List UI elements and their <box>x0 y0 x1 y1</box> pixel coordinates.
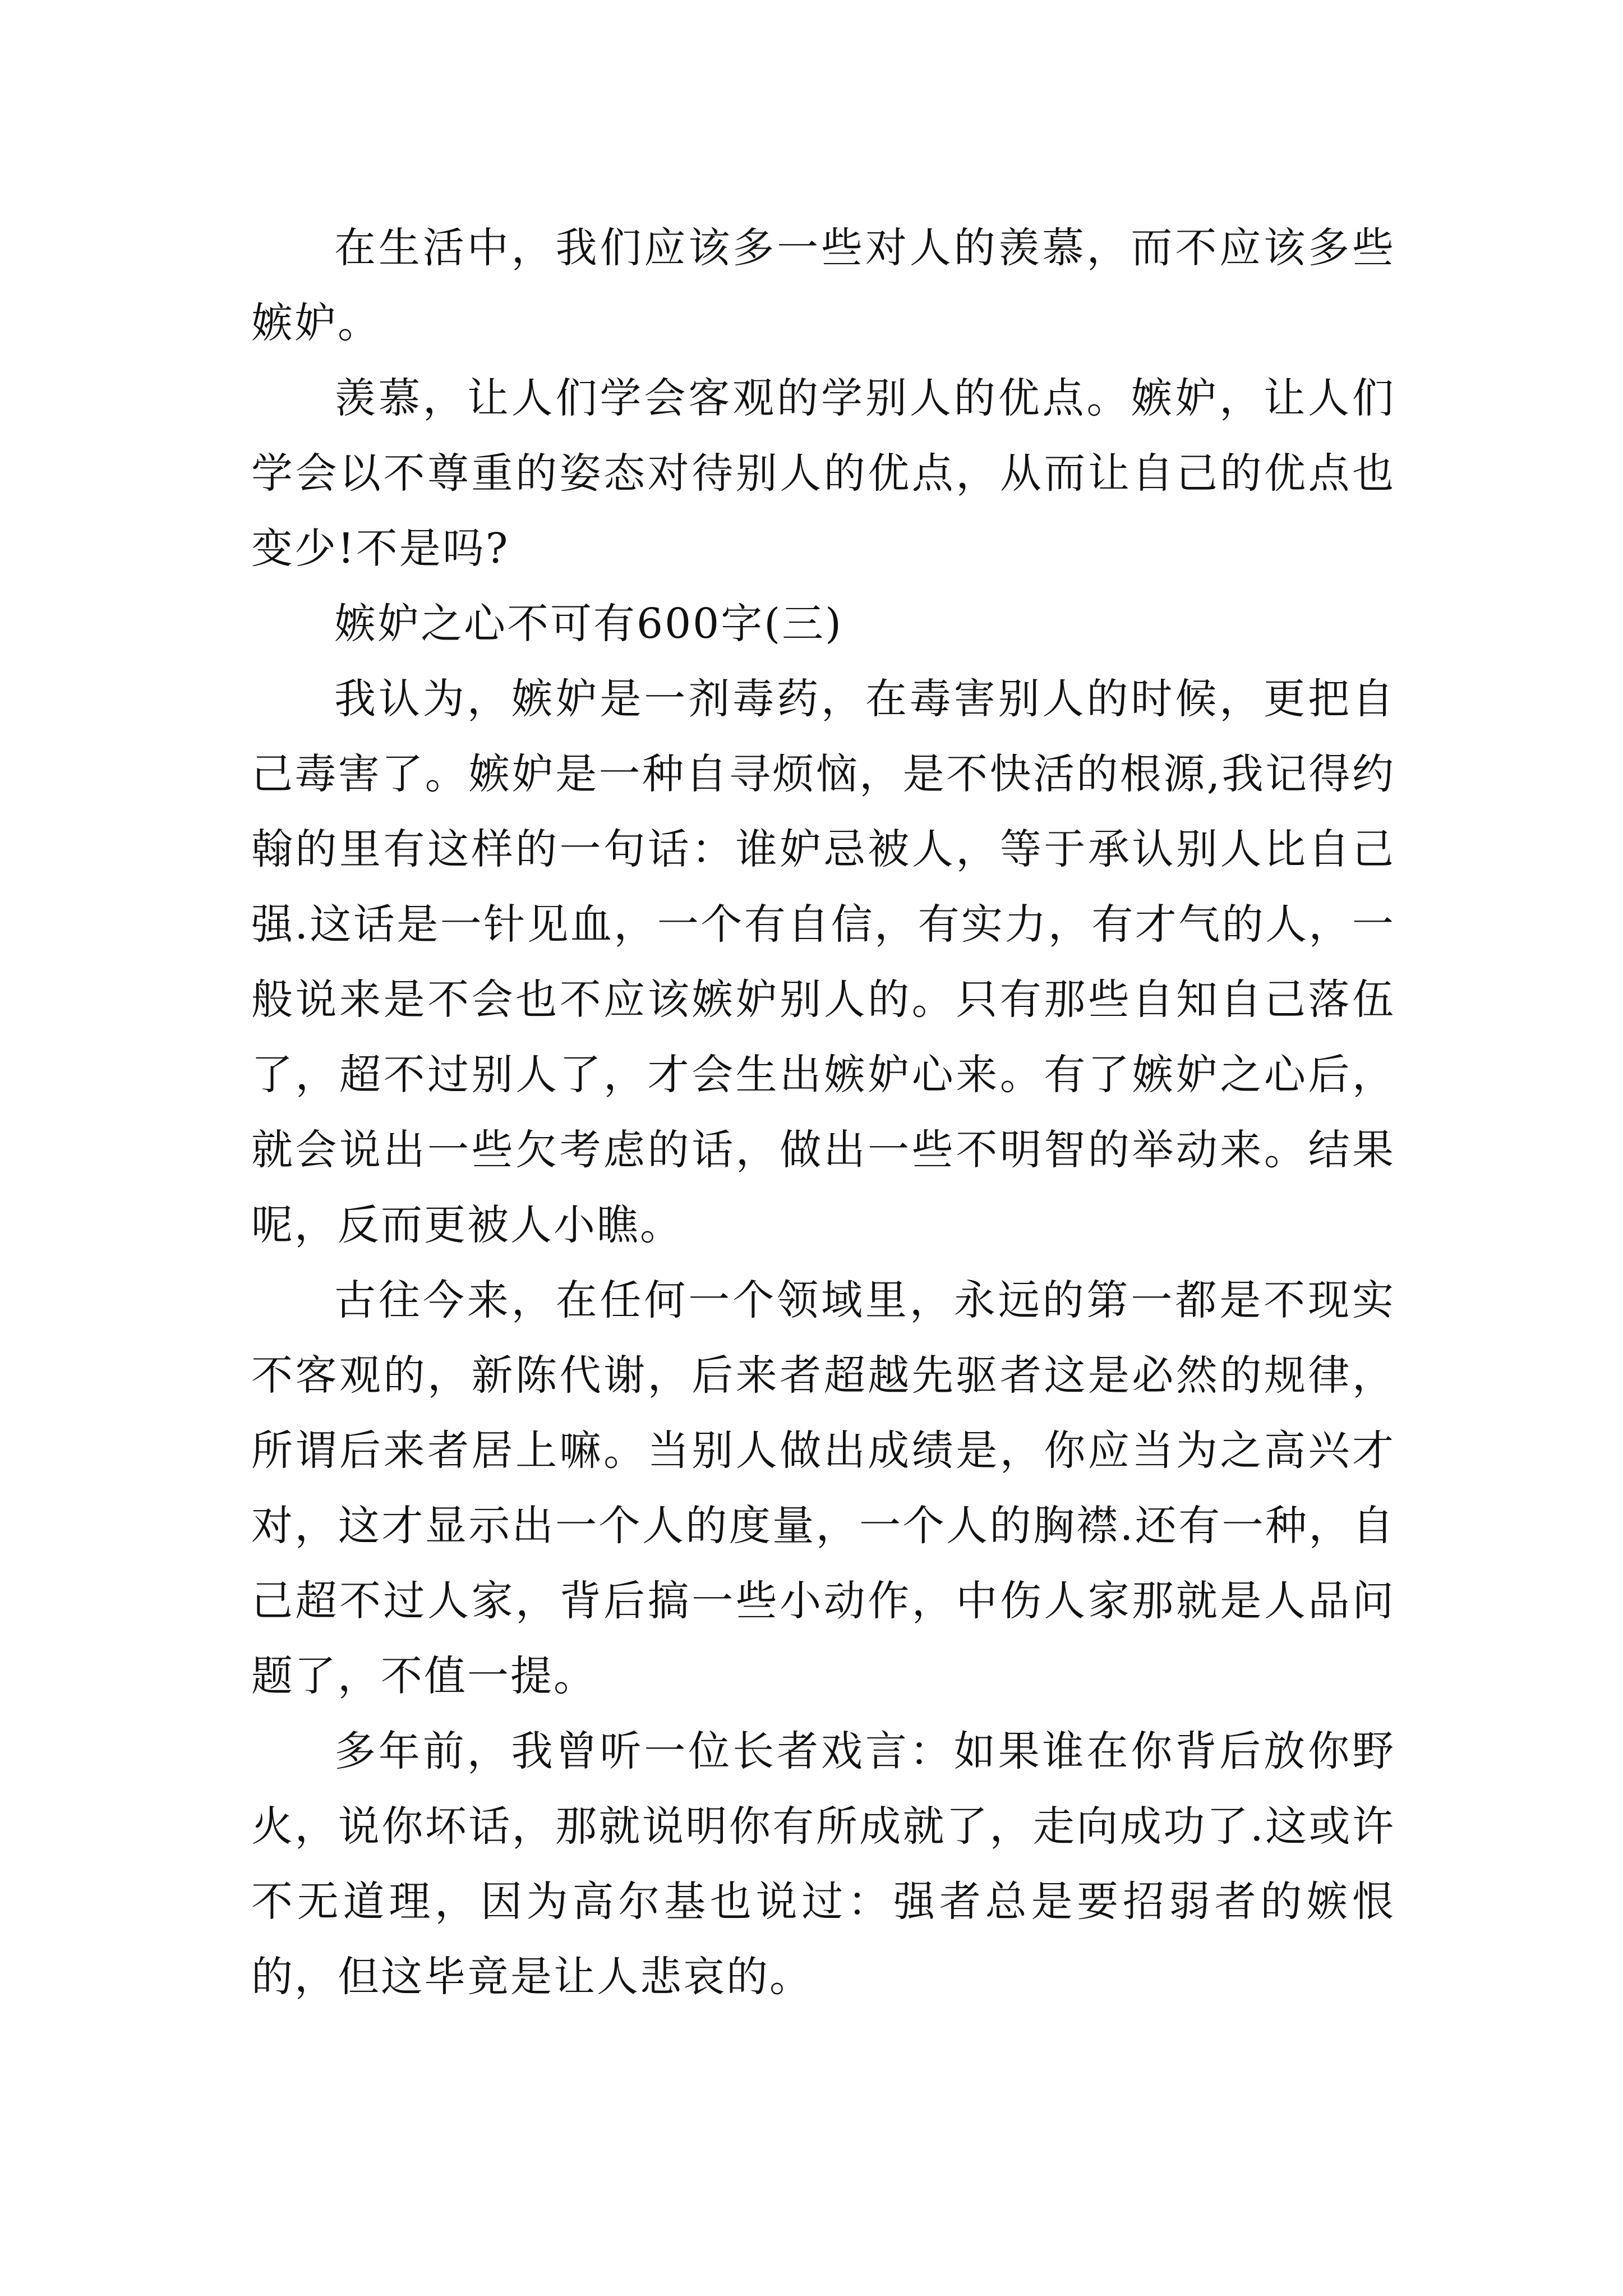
document-body <box>251 210 1395 2014</box>
paragraph-progress-law: 古往今来，在任何一个领域里，永远的第一都是不现实不客观的，新陈代谢，后来者超越先驱者这是必然的规律，所谓后来者居上嘛。当别人做出成绩是，你应当为之高兴才对，这才显示出一个人的度量，一个人的胸襟.还有一种，自己超不过人家，背后搞一些小动作，中伤人家那就是人品问题了，不值一提。 <box>251 1276 1395 1700</box>
paragraph-admiration-lesson: 羡慕，让人们学会客观的学别人的优点。嫉妒，让人们学会以不尊重的姿态对待别人的优点，从而让自己的优点也变少!不是吗? <box>251 374 1395 573</box>
paragraph-envy-is-poison: 我认为，嫉妒是一剂毒药，在毒害别人的时候，更把自己毒害了。嫉妒是一种自寻烦恼，是不快活的根源,我记得约翰的里有这样的一句话：谁妒忌被人，等于承认别人比自己强.这话是一针见血，一个有自信，有实力，有才气的人，一般说来是不会也不应该嫉妒别人的。只有那些自知自己落伍了，超不过别人了，才会生出嫉妒心来。有了嫉妒之心后，就会说出一些欠考虑的话，做出一些不明智的举动来。结果呢，反而更被人小瞧。 <box>251 675 1395 1249</box>
section-heading: 嫉妒之心不可有600字(三) <box>334 600 843 648</box>
paragraph-elder-saying: 多年前，我曾听一位长者戏言：如果谁在你背后放你野火，说你坏话，那就说明你有所成就了，走向成功了.这或许不无道理，因为高尔基也说过：强者总是要招弱者的嫉恨的，但这毕竟是让人悲哀的。 <box>251 1727 1395 2001</box>
paragraph-envy-vs-admiration: 在生活中，我们应该多一些对人的羡慕，而不应该多些嫉妒。 <box>251 224 1395 347</box>
